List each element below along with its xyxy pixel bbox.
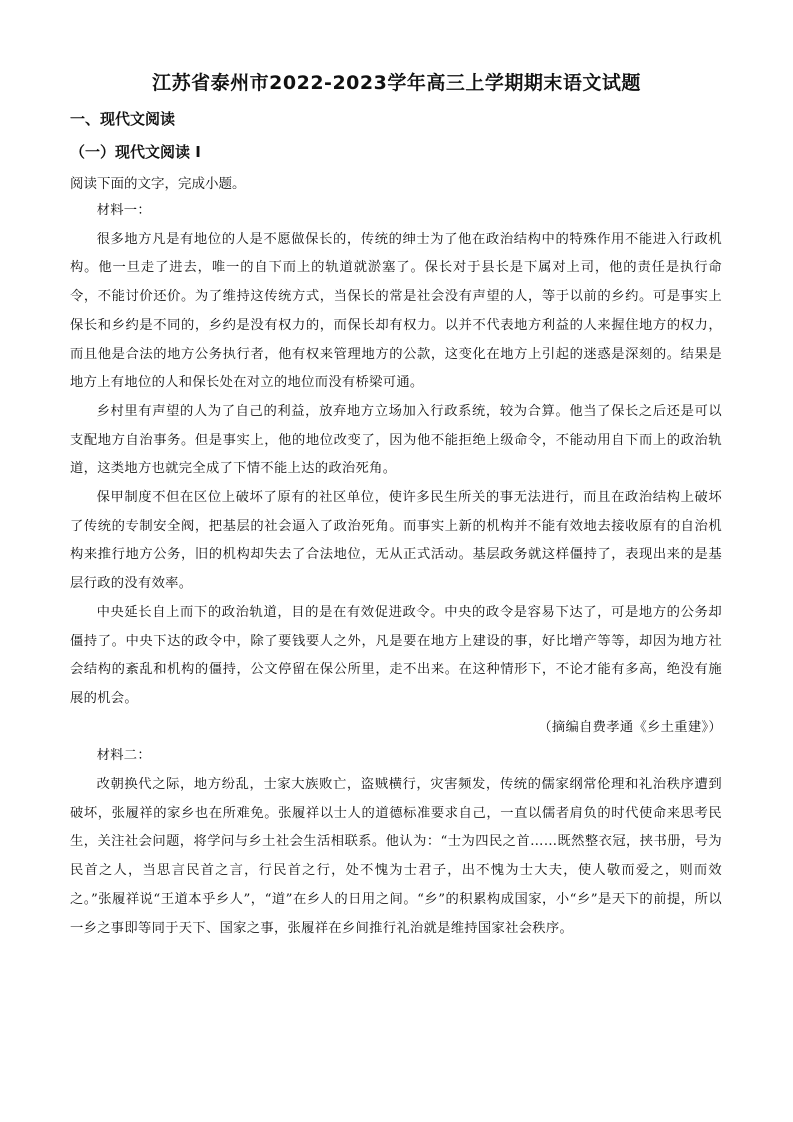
material-1-paragraph-4: 中央延长自上而下的政治轨道，目的是在有效促进政令。中央的政令是容易下达了，可是地方的公务却僵持了。中央下达的政令中，除了要钱要人之外，凡是要在地方上建设的事，好比增产等等，却因为地方社会结构的紊乱和机构的僵持，公文停留在保公所里，走不出来。在这种情形下，不论才能有多高，绝没有施展的机会。 [70, 604, 722, 706]
material-1-label: 材料一： [96, 203, 151, 218]
material-1-paragraph-1: 很多地方凡是有地位的人是不愿做保长的，传统的绅士为了他在政治结构中的特殊作用不能进入行政机构。他一旦走了进去，唯一的自下而上的轨道就淤塞了。保长对于县长是下属对上司，他的责任是执行命令，不能讨价还价。为了维持这传统方式，当保长的常是社会没有声望的人，等于以前的乡约。可是事实上保长和乡约是不同的，乡约是没有权力的，而保长却有权力。以并不代表地方利益的人来握住地方的权力，而且他是合法的地方公务执行者，他有权来管理地方的公款，这变化在地方上引起的迷惑是深刻的。结果是地方上有地位的人和保长处在对立的地位而没有桥梁可通。 [70, 231, 722, 391]
material-2-paragraph-1: 改朝换代之际，地方纷乱，士家大族败亡，盗贼横行，灾害频发，传统的儒家纲常伦理和礼治秩序遭到破坏，张履祥的家乡也在所难免。张履祥以士人的道德标准要求自己，一直以儒者肩负的时代使命来思考民生，关注社会问题，将学问与乡土社会生活相联系。他认为：“士为四民之首……既然整衣冠，挟书册，号为民首之人，当思言民首之言，行民首之行，处不愧为士君子，出不愧为士大夫，使人敬而爱之，则而效之。”张履祥说“王道本乎乡人”，“道”在乡人的日用之间。“乡”的积累构成国家，小“乡”是天下的前提，所以一乡之事即等同于天下、国家之事，张履祥在乡间推行礼治就是维持国家社会秩序。 [70, 777, 722, 936]
instruction-text: 阅读下面的文字，完成小题。 [70, 176, 246, 192]
reading-body [70, 197, 722, 943]
material-1-paragraph-3: 保甲制度不但在区位上破坏了原有的社区单位，使许多民生所关的事无法进行，而且在政治结构上破坏了传统的专制安全阀，把基层的社会逼入了政治死角。而事实上新的机构并不能有效地去接收原有的自治机构来推行地方公务，旧的机构却失去了合法地位，无从正式活动。基层政务就这样僵持了，表现出来的是基层行政的没有效率。 [70, 490, 722, 592]
page-title: 江苏省泰州市2022-2023学年高三上学期期末语文试题 [152, 72, 641, 94]
material-1-paragraph-2: 乡村里有声望的人为了自己的利益，放弃地方立场加入行政系统，较为合算。他当了保长之后还是可以支配地方自治事务。但是事实上，他的地位改变了，因为他不能拒绝上级命令，不能动用自下而上的政治轨道，这类地方也就完全成了下情不能上达的政治死角。 [70, 403, 722, 477]
material-1-source: （摘编自费孝通《乡土重建》） [538, 719, 722, 735]
subsection-heading: （一）现代文阅读 I [70, 143, 201, 161]
section-heading: 一、现代文阅读 [70, 110, 176, 128]
material-2-label: 材料二： [96, 748, 151, 764]
